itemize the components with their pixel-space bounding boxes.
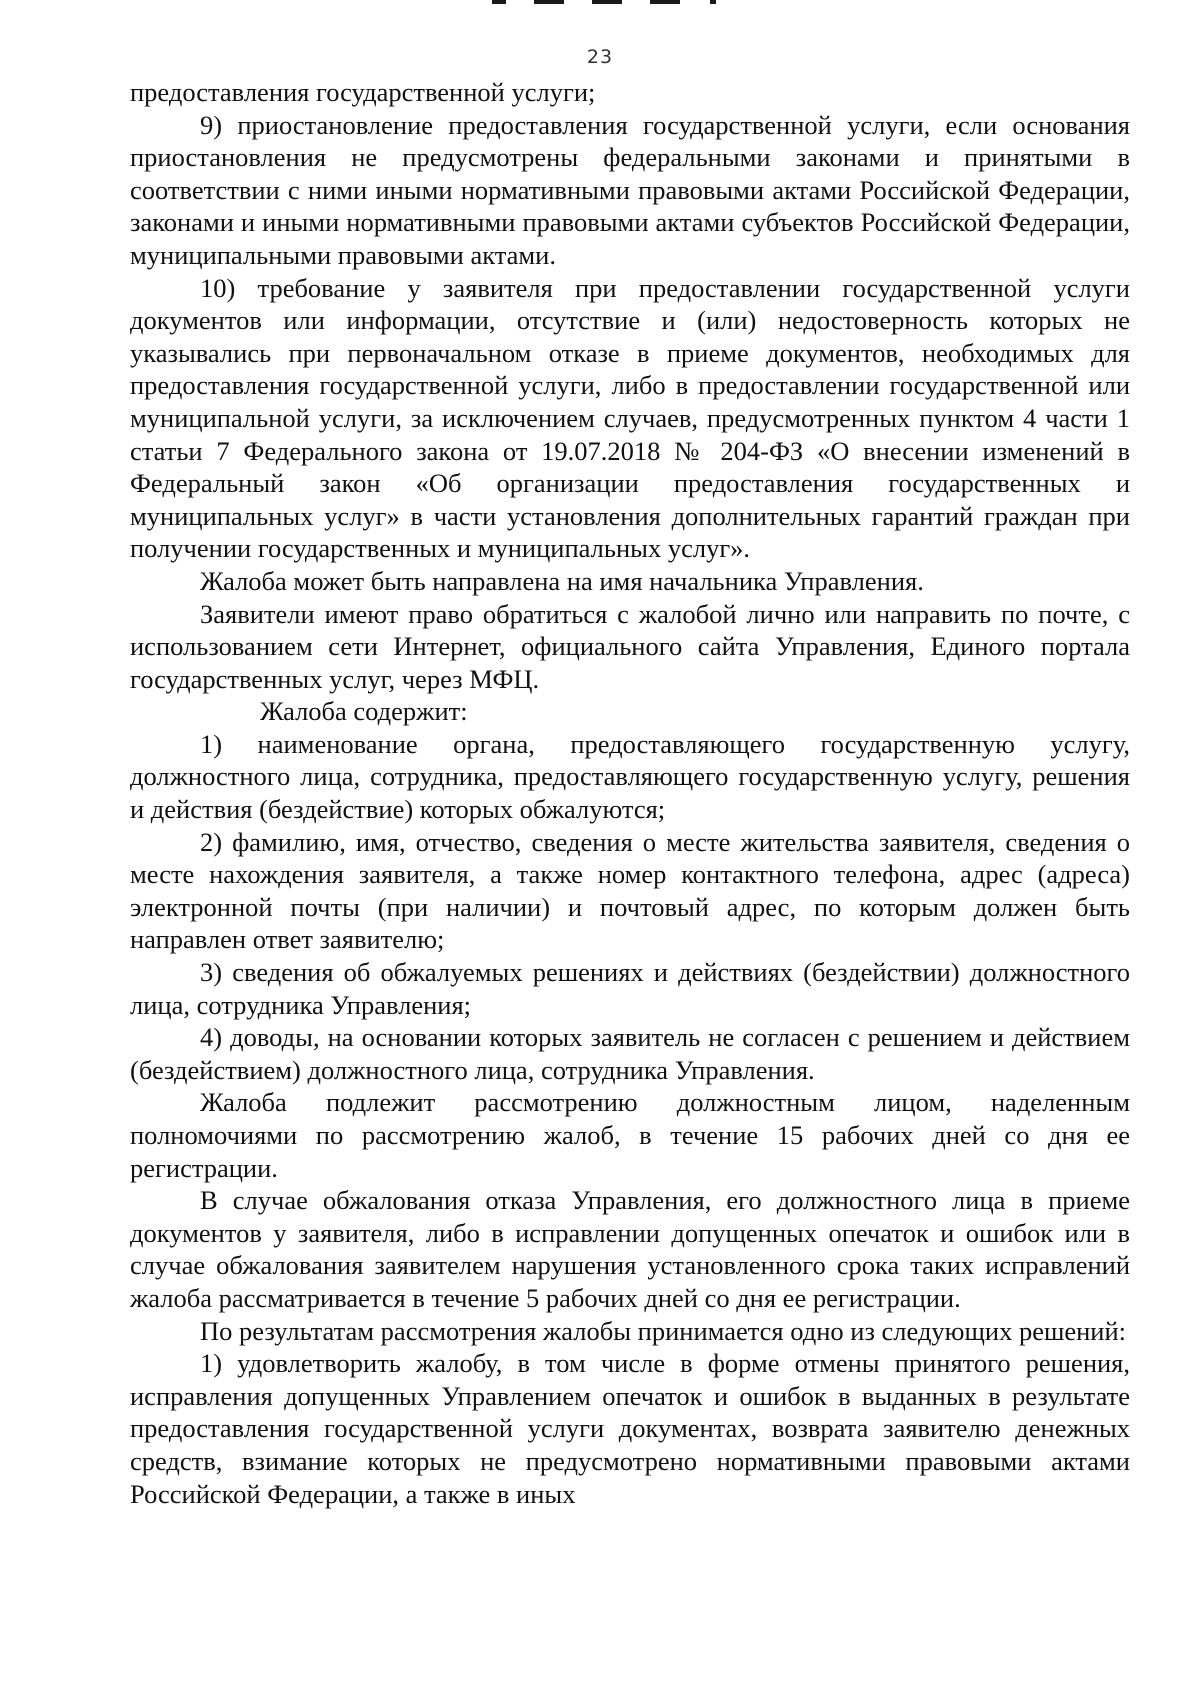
paragraph: Заявители имеют право обратиться с жалобой лично или направить по почте, с использованием сети Интернет, официального сайта Управления, Единого портала государственных услуг, через МФЦ.	[130, 598, 1130, 694]
paragraph: Жалоба может быть направлена на имя начальника Управления.	[200, 565, 924, 596]
paragraph: В случае обжалования отказа Управления, его должностного лица в приеме документов у заявителя, либо в исправлении допущенных опечаток и ошибок или в случае обжалования заявителем нарушения установленного срока таких исправлений жалоба рассматривается в течение 5 рабочих дней со дня ее регистрации.	[130, 1185, 1130, 1313]
paragraph: Жалоба содержит:	[260, 696, 468, 727]
paragraph: 9) приостановление предоставления государственной услуги, если основания приостановления не предусмотрены федеральными законами и принятыми в соответствии с ними иными нормативными правовыми актами Российской Федерации, законами и иными нормативными правовыми актами субъектов Российской Федерации, муниципальными правовыми актами.	[130, 109, 1130, 270]
paragraph: 2) фамилию, имя, отчество, сведения о месте жительства заявителя, сведения о месте нахождения заявителя, а также номер контактного телефона, адрес (адреса) электронной почты (при наличии) и почтовый адрес, по которым должен быть направлен ответ заявителю;	[130, 826, 1130, 955]
paragraph: 4) доводы, на основании которых заявитель не согласен с решением и действием (бездействием) должностного лица, сотрудника Управления.	[130, 1022, 1130, 1085]
paragraph: Жалоба подлежит рассмотрению должностным лицом, наделенным полномочиями по рассмотрению жалоб, в течение 15 рабочих дней со дня ее регистрации.	[130, 1087, 1130, 1183]
paragraph: предоставления государственной услуги;	[130, 77, 596, 107]
paragraph: 1) наименование органа, предоставляющего государственную услугу, должностного лица, сотрудника, предоставляющего государственную услугу, решения и действия (бездействие) которых обжалуются;	[130, 728, 1130, 825]
paragraph: 10) требование у заявителя при предоставлении государственной услуги документов или информации, отсутствие и (или) недостоверность которых не указывались при первоначальном отказе в приеме документов, необходимых для предоставления государственной услуги, либо в предоставлении государственной или муниципальной услуги, за исключением случаев, предусмотренных пунктом 4 части 1 статьи 7 Федерального закона от 19.07.2018 № 204-ФЗ «О внесении изменений в Федеральный закон «Об организации предоставления государственных и муниципальных услуг» в части установления дополнительных гарантий граждан при получении государственных и муниципальных услуг».	[130, 272, 1130, 564]
paragraph: 3) сведения об обжалуемых решениях и действиях (бездействии) должностного лица, сотрудника Управления;	[130, 957, 1130, 1020]
document-body	[130, 76, 1130, 1510]
page-number: 23	[586, 46, 614, 68]
scan-header-marks	[492, 0, 722, 6]
paragraph: По результатам рассмотрения жалобы принимается одно из следующих решений:	[200, 1315, 1127, 1346]
paragraph: 1) удовлетворить жалобу, в том числе в форме отмены принятого решения, исправления допущенных Управлением опечаток и ошибок в выданных в результате предоставления государственной услуги документах, возврата заявителю денежных средств, взимание которых не предусмотрено нормативными правовыми актами Российской Федерации, а также в иных	[130, 1348, 1130, 1509]
